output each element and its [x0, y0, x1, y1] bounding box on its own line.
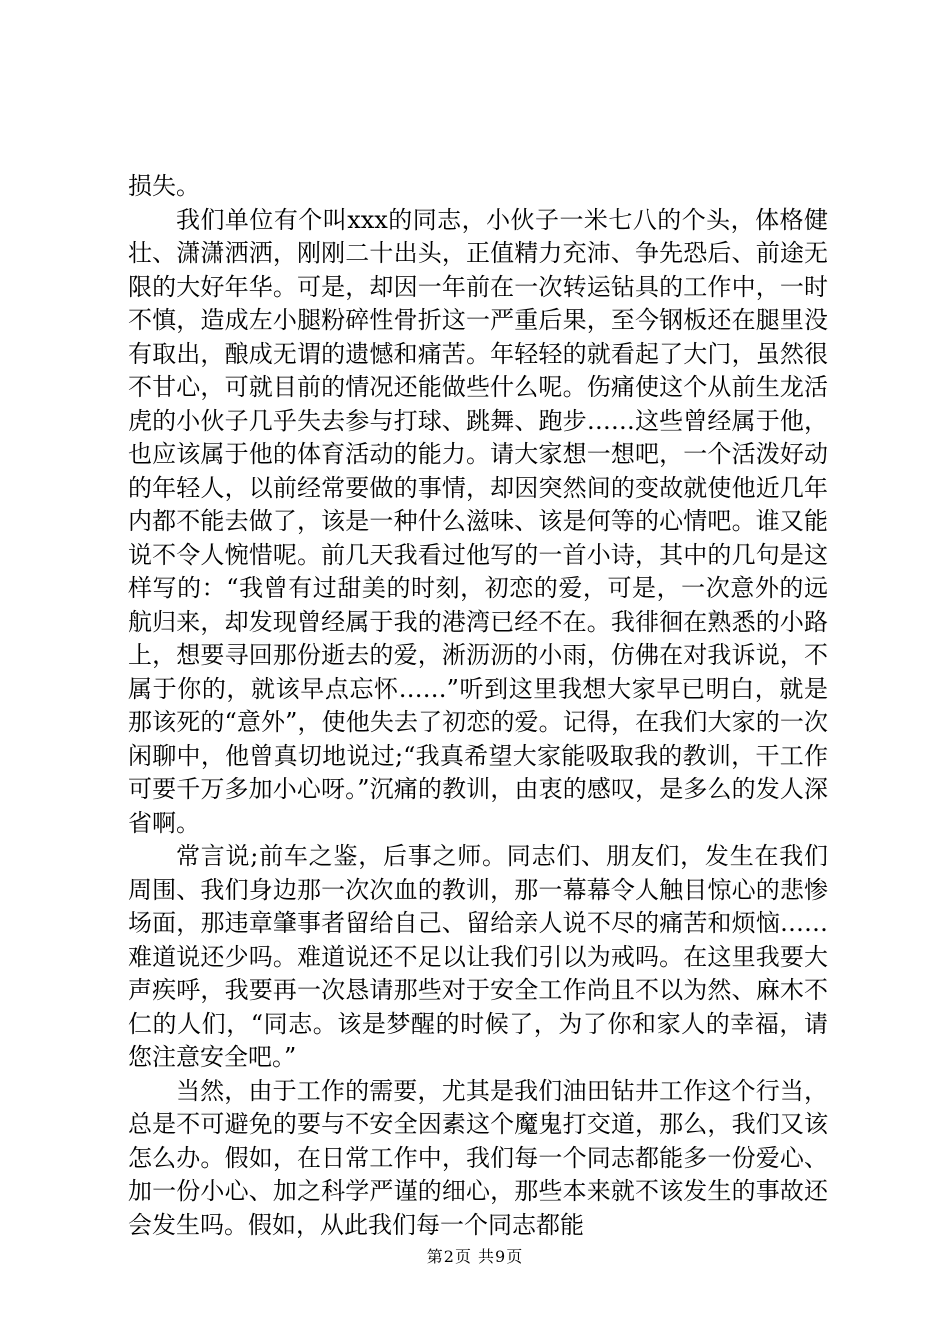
paragraph-continuation: 损失。 [128, 172, 200, 200]
paragraph-coworker-story: 我们单位有个叫xxx的同志，小伙子一米七八的个头，体格健壮、潇潇洒洒，刚刚二十出头，正值精力充沛、争先恐后、前途无限的大好年华。可是，却因一年前在一次转运钻具的工作中，一时不慎，造成左小腿粉碎性骨折这一严重后果，至今钢板还在腿里没有取出，酿成无谓的遗憾和痛苦。年轻轻的就看起了大门，虽然很不甘心，可就目前的情况还能做些什么呢。伤痛使这个从前生龙活虎的小伙子几乎失去参与打球、跳舞、跑步……这些曾经属于他，也应该属于他的体育活动的能力。请大家想一想吧，一个活泼好动的年轻人，以前经常要做的事情，却因突然间的变故就使他近几年内都不能去做了，该是一种什么滋味、该是何等的心情吧。谁又能说不令人惋惜呢。前几天我看过他写的一首小诗，其中的几句是这样写的：“我曾有过甜美的时刻，初恋的爱，可是，一次意外的远航归来，却发现曾经属于我的港湾已经不在。我徘徊在熟悉的小路上，想要寻回那份逝去的爱，淅沥沥的小雨，仿佛在对我诉说，不属于你的，就该早点忘怀……”听到这里我想大家早已明白，就是那该死的“意外”，使他失去了初恋的爱。记得，在我们大家的一次闲聊中，他曾真切地说过;“我真希望大家能吸取我的教训，干工作可要千万多加小心呀。”沉痛的教训，由衷的感叹，是多么的发人深省啊。 [128, 205, 828, 837]
document-body [128, 170, 828, 1242]
paragraph-safety-hypothesis: 当然，由于工作的需要，尤其是我们油田钻井工作这个行当，总是不可避免的要与不安全因素这个魔鬼打交道，那么，我们又该怎么办。假如，在日常工作中，我们每一个同志都能多一份爱心、加一份小心、加之科学严谨的细心，那些本来就不该发生的事故还会发生吗。假如，从此我们每一个同志都能 [128, 1076, 828, 1239]
page-number-footer: 第2页 共9页 [426, 1247, 524, 1266]
paragraph-warning-appeal: 常言说;前车之鉴，后事之师。同志们、朋友们，发生在我们周围、我们身边那一次次血的教训，那一幕幕令人触目惊心的悲惨场面，那违章肇事者留给自己、留给亲人说不尽的痛苦和烦恼……难道说还少吗。难道说还不足以让我们引以为戒吗。在这里我要大声疾呼，我要再一次恳请那些对于安全工作尚且不以为然、麻木不仁的人们，“同志。该是梦醒的时候了，为了你和家人的幸福，请您注意安全吧。” [128, 842, 828, 1071]
